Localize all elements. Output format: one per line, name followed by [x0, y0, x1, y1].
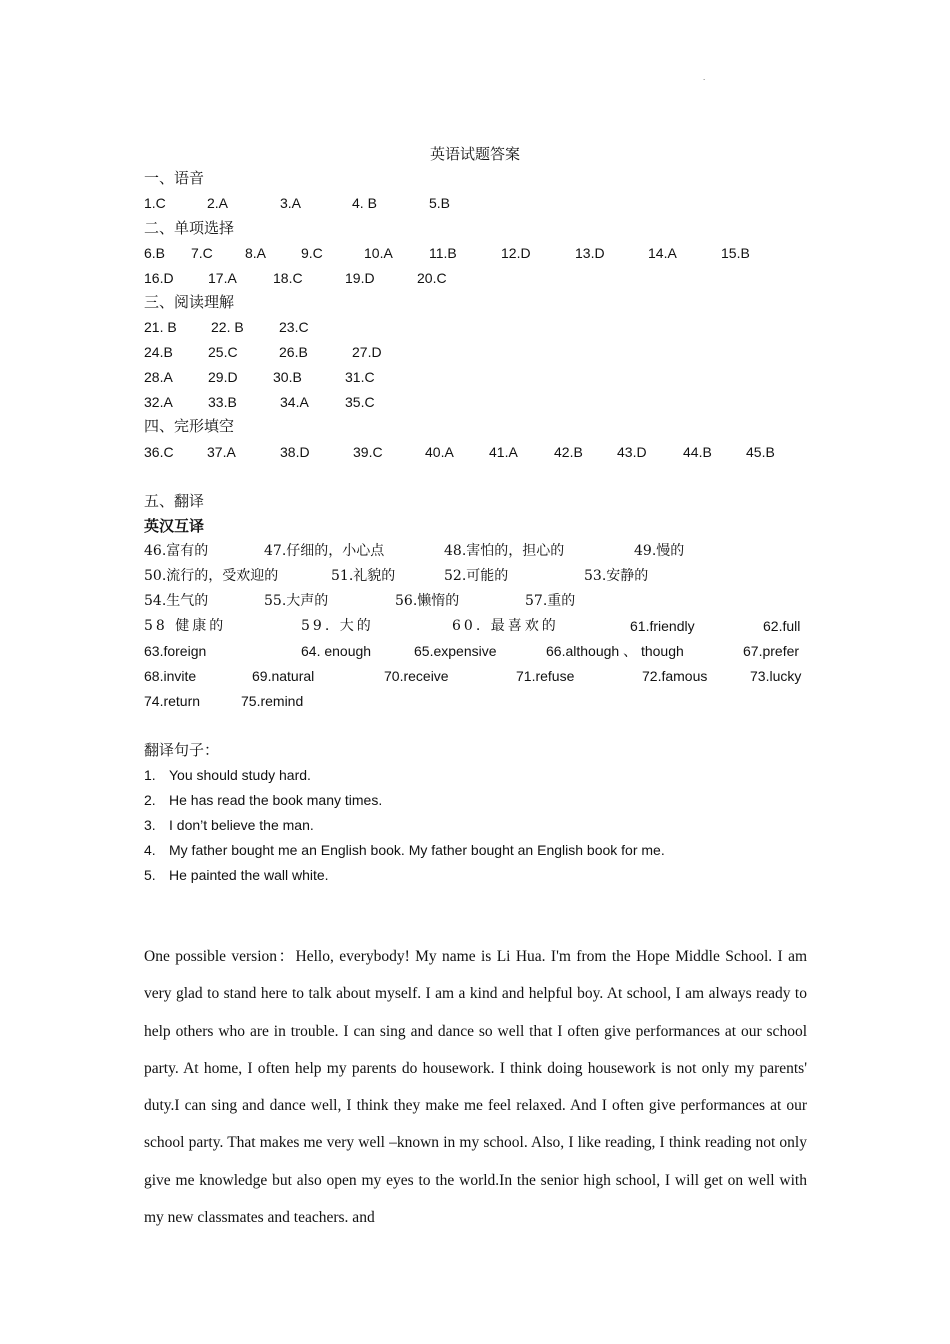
vocab-item: 53.安静的 — [584, 568, 649, 584]
answer-item: 7.C — [191, 245, 213, 261]
vocab-item: 55.大声的 — [264, 593, 329, 609]
answer-item: 8.A — [245, 245, 267, 261]
subheading-sentences: 翻译句子： — [144, 741, 220, 759]
sentence-item — [144, 815, 314, 835]
answer-item: 14.A — [648, 245, 677, 261]
answer-item: 27.D — [352, 344, 382, 360]
sentence-number: 2. — [144, 792, 156, 808]
answer-item: 38.D — [280, 444, 310, 460]
answer-item: 17.A — [208, 270, 237, 286]
section-heading-translation: 五、翻译 — [144, 492, 205, 510]
section-heading-cloze: 四、完形填空 — [144, 417, 235, 435]
answer-item: 32.A — [144, 394, 173, 410]
answer-item: 3.A — [280, 195, 302, 211]
answer-item: 11.B — [429, 245, 457, 261]
answer-item: 16.D — [144, 270, 174, 286]
answer-item: 10.A — [364, 245, 393, 261]
answer-item: 18.C — [273, 270, 303, 286]
vocab-item: 65.expensive — [414, 643, 497, 659]
vocab-item: 72.famous — [642, 668, 708, 684]
vocab-item: 66.although 、 though — [546, 643, 684, 659]
answer-item: 21. B — [144, 319, 177, 335]
answer-item: 43.D — [617, 444, 647, 460]
sentence-number: 1. — [144, 767, 156, 783]
answer-item: 25.C — [208, 344, 238, 360]
sentence-item — [144, 765, 311, 785]
answer-item: 2.A — [207, 195, 229, 211]
vocab-item: 69.natural — [252, 668, 315, 684]
vocab-item: 49.慢的 — [634, 543, 685, 559]
answer-item: 15.B — [721, 245, 750, 261]
answer-item: 5.B — [429, 195, 451, 211]
vocab-item: 46.富有的 — [144, 543, 209, 559]
subheading-vocab: 英汉互译 — [144, 517, 205, 535]
corner-mark: . — [703, 73, 706, 82]
answer-item: 4. B — [352, 195, 377, 211]
answer-item: 44.B — [683, 444, 712, 460]
answer-item: 31.C — [345, 369, 375, 385]
sentence-number: 4. — [144, 842, 156, 858]
vocab-item: 70.receive — [384, 668, 449, 684]
section-heading-reading: 三、阅读理解 — [144, 293, 235, 311]
answer-item: 13.D — [575, 245, 605, 261]
answer-item: 24.B — [144, 344, 173, 360]
vocab-item: 63.foreign — [144, 643, 207, 659]
answer-item: 39.C — [353, 444, 383, 460]
section-heading-phonetics: 一、语音 — [144, 169, 205, 187]
answer-item: 42.B — [554, 444, 583, 460]
answer-item: 37.A — [207, 444, 236, 460]
vocab-item: 62.full — [763, 618, 801, 634]
vocab-item: 73.lucky — [750, 668, 802, 684]
answer-item: 45.B — [746, 444, 775, 460]
vocab-item: 47.仔细的，小心点 — [264, 543, 385, 559]
vocab-item: 68.invite — [144, 668, 197, 684]
vocab-item: 54.生气的 — [144, 593, 209, 609]
answer-item: 29.D — [208, 369, 238, 385]
sentence-number: 5. — [144, 867, 156, 883]
vocab-item: 58 健康的 — [144, 618, 227, 634]
answer-item: 33.B — [208, 394, 237, 410]
vocab-item: 74.return — [144, 693, 201, 709]
sentence-text: My father bought me an English book. My father bought an English book for me. — [169, 842, 665, 858]
vocab-item: 64. enough — [301, 643, 372, 659]
sample-essay: One possible version：Hello, everybody! My name is Li Hua. I'm from the Hope Middle School. I am very glad to stand here to talk about myself. I am a kind and helpful boy. At school, I am always ready to help others who are in trouble. I can sing and dance so well that I often give performances at our school party. At home, I often help my parents do housework. I think doing housework is not only my parents' duty.I can sing and dance well, I think they make me feel relaxed. And I often give performances at our school party. That makes me very well –known in my school. Also, I like reading, I think reading not only give me knowledge but also open my eyes to the world.In the senior high school, I will get on well with my new classmates and teachers. and — [144, 948, 807, 1227]
vocab-item: 50.流行的，受欢迎的 — [144, 568, 279, 584]
vocab-item: 57.重的 — [525, 593, 576, 609]
sentence-text: I don’t believe the man. — [169, 817, 314, 833]
answer-item: 9.C — [301, 245, 323, 261]
vocab-item: 67.prefer — [743, 643, 800, 659]
vocab-item: 52.可能的 — [444, 568, 509, 584]
sentence-number: 3. — [144, 817, 156, 833]
answer-item: 41.A — [489, 444, 518, 460]
answer-item: 23.C — [279, 319, 309, 335]
answer-item: 40.A — [425, 444, 454, 460]
vocab-item: 71.refuse — [516, 668, 575, 684]
answer-item: 28.A — [144, 369, 173, 385]
vocab-item: 48.害怕的，担心的 — [444, 543, 565, 559]
answer-item: 26.B — [279, 344, 308, 360]
answer-item: 34.A — [280, 394, 309, 410]
answer-item: 6.B — [144, 245, 166, 261]
sentence-text: He has read the book many times. — [169, 792, 383, 808]
sentence-text: He painted the wall white. — [169, 867, 329, 883]
vocab-item: 61.friendly — [630, 618, 695, 634]
answer-item: 1.C — [144, 195, 166, 211]
answer-item: 36.C — [144, 444, 174, 460]
page-title: 英语试题答案 — [429, 145, 520, 163]
answer-item: 35.C — [345, 394, 375, 410]
sentence-text: You should study hard. — [169, 767, 311, 783]
vocab-item: 75.remind — [241, 693, 304, 709]
vocab-item: 51.礼貌的 — [331, 568, 396, 584]
sentence-item — [144, 790, 382, 810]
answer-item: 12.D — [501, 245, 531, 261]
answer-item: 19.D — [345, 270, 375, 286]
sentence-item — [144, 840, 665, 860]
answer-item: 20.C — [417, 270, 447, 286]
answer-item: 30.B — [273, 369, 302, 385]
vocab-item: 60. 最喜欢的 — [452, 618, 559, 634]
vocab-item: 59. 大的 — [301, 618, 374, 634]
vocab-item: 56.懒惰的 — [395, 593, 460, 609]
answer-item: 22. B — [211, 319, 244, 335]
section-heading-single-choice: 二、单项选择 — [144, 219, 235, 237]
sentence-item — [144, 865, 329, 885]
